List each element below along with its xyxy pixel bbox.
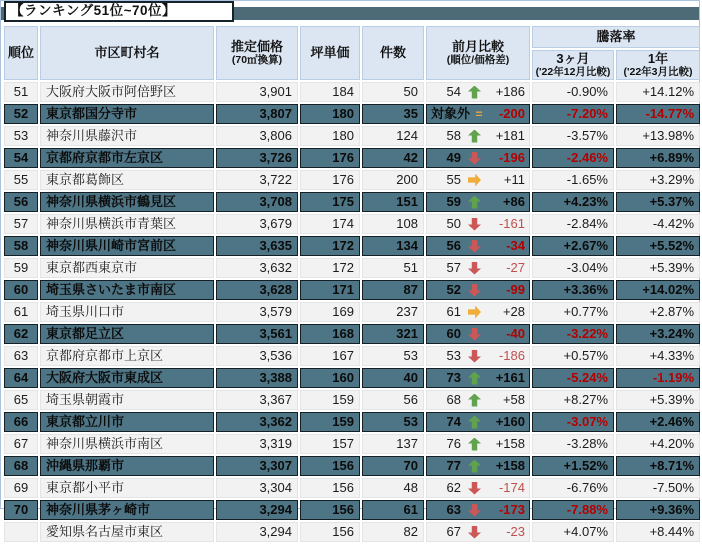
- trend-arrow-down-icon: [468, 262, 481, 275]
- mom-content: [431, 391, 525, 409]
- price-diff: -186: [498, 348, 525, 363]
- table-row: [4, 236, 700, 256]
- table-row: [4, 192, 700, 212]
- rank-cell: 61: [4, 302, 38, 322]
- rank-cell: 67: [4, 434, 38, 454]
- mom-cell: [426, 192, 530, 212]
- city-cell: 埼玉県さいたま市南区: [40, 280, 214, 300]
- header-1year-line1: 1年: [647, 50, 669, 66]
- y1-cell: +14.02%: [616, 280, 700, 300]
- mom-cell: [426, 500, 530, 520]
- mom-cell: [426, 280, 530, 300]
- y1-cell: +5.37%: [616, 192, 700, 212]
- y1-cell: +6.89%: [616, 148, 700, 168]
- city-cell: 大阪府大阪市東成区: [40, 368, 214, 388]
- header-updown-group: 騰落率: [532, 26, 700, 48]
- mom-content: [431, 193, 525, 211]
- mom-content: [431, 347, 525, 365]
- tsubo-cell: 172: [300, 258, 360, 278]
- price-diff: +158: [495, 436, 525, 451]
- header-price-line1: 推定価格: [230, 38, 283, 54]
- rank-cell: 56: [4, 192, 38, 212]
- prev-rank: 68: [446, 392, 461, 407]
- m3-cell: +0.57%: [532, 346, 614, 366]
- rank-cell: 69: [4, 478, 38, 498]
- count-cell: 321: [362, 324, 424, 344]
- trend-arrow-up-icon: [468, 130, 481, 143]
- ranking-table-body: [4, 82, 700, 542]
- table-row: [4, 302, 700, 322]
- trend-arrow-up-icon: [468, 372, 481, 385]
- table-row: [4, 214, 700, 234]
- title-bar: [1, 1, 699, 24]
- mom-cell: [426, 258, 530, 278]
- y1-cell: +5.39%: [616, 258, 700, 278]
- y1-cell: +5.52%: [616, 236, 700, 256]
- city-cell: 京都府京都市左京区: [40, 148, 214, 168]
- table-header: [4, 26, 700, 80]
- prev-rank: 58: [446, 128, 461, 143]
- mom-cell: [426, 82, 530, 102]
- y1-cell: +2.46%: [616, 412, 700, 432]
- rank-cell: 54: [4, 148, 38, 168]
- count-cell: 35: [362, 104, 424, 124]
- y1-cell: -14.77%: [616, 104, 700, 124]
- header-1year-line2: ('22年3月比較): [623, 66, 693, 79]
- rank-cell: 52: [4, 104, 38, 124]
- prev-rank: 対象外: [431, 106, 471, 121]
- trend-arrow-down-icon: [468, 504, 481, 517]
- prev-rank: 53: [446, 348, 461, 363]
- city-cell: 東京都国分寺市: [40, 104, 214, 124]
- mom-content: [431, 171, 525, 189]
- m3-cell: -7.20%: [532, 104, 614, 124]
- prev-rank: 62: [446, 480, 461, 495]
- price-cell: 3,304: [216, 478, 298, 498]
- m3-cell: -3.57%: [532, 126, 614, 146]
- tsubo-cell: 156: [300, 456, 360, 476]
- count-cell: 137: [362, 434, 424, 454]
- city-cell: 東京都足立区: [40, 324, 214, 344]
- y1-cell: +4.20%: [616, 434, 700, 454]
- y1-cell: +3.24%: [616, 324, 700, 344]
- trend-arrow-up-icon: [468, 416, 481, 429]
- trend-arrow-down-icon: [468, 526, 481, 539]
- mom-content: [431, 457, 525, 475]
- m3-cell: +4.23%: [532, 192, 614, 212]
- tsubo-cell: 171: [300, 280, 360, 300]
- rank-cell: 55: [4, 170, 38, 190]
- m3-cell: -6.76%: [532, 478, 614, 498]
- rank-cell: 51: [4, 82, 38, 102]
- tsubo-cell: 156: [300, 478, 360, 498]
- price-cell: 3,294: [216, 500, 298, 520]
- count-cell: 124: [362, 126, 424, 146]
- header-count: 件数: [362, 26, 424, 80]
- price-diff: +158: [495, 458, 525, 473]
- mom-cell: [426, 522, 530, 542]
- price-diff: -173: [498, 502, 525, 517]
- rank-cell: 65: [4, 390, 38, 410]
- table-row: [4, 500, 700, 520]
- header-3month: [532, 50, 614, 80]
- price-cell: 3,307: [216, 456, 298, 476]
- mom-content: [431, 259, 525, 277]
- count-cell: 42: [362, 148, 424, 168]
- city-cell: 東京都葛飾区: [40, 170, 214, 190]
- table-row: [4, 82, 700, 102]
- mom-content: [431, 325, 525, 343]
- rank-cell: 66: [4, 412, 38, 432]
- mom-content: [431, 127, 525, 145]
- table-row: [4, 434, 700, 454]
- price-diff: +181: [495, 128, 525, 143]
- city-cell: 神奈川県茅ヶ崎市: [40, 500, 214, 520]
- city-cell: 神奈川県横浜市青葉区: [40, 214, 214, 234]
- price-diff: +28: [502, 304, 525, 319]
- price-cell: 3,319: [216, 434, 298, 454]
- tsubo-cell: 167: [300, 346, 360, 366]
- header-price: [216, 26, 298, 80]
- mom-cell: [426, 324, 530, 344]
- tsubo-cell: 159: [300, 412, 360, 432]
- header-city: 市区町村名: [40, 26, 214, 80]
- mom-cell: [426, 170, 530, 190]
- rank-cell: 63: [4, 346, 38, 366]
- header-3month-line1: 3ヶ月: [556, 50, 590, 66]
- mom-cell: [426, 104, 530, 124]
- ranking-table: [2, 24, 702, 544]
- y1-cell: -1.19%: [616, 368, 700, 388]
- table-row: [4, 280, 700, 300]
- count-cell: 56: [362, 390, 424, 410]
- price-diff: +86: [502, 194, 525, 209]
- y1-cell: +14.12%: [616, 82, 700, 102]
- y1-cell: +9.36%: [616, 500, 700, 520]
- y1-cell: +8.44%: [616, 522, 700, 542]
- price-diff: -174: [498, 480, 525, 495]
- price-diff: -40: [506, 326, 525, 341]
- page-title: 【ランキング51位~70位】: [4, 1, 234, 22]
- trend-arrow-down-icon: [468, 218, 481, 231]
- price-cell: 3,579: [216, 302, 298, 322]
- city-cell: 埼玉県朝霞市: [40, 390, 214, 410]
- tsubo-cell: 174: [300, 214, 360, 234]
- count-cell: 134: [362, 236, 424, 256]
- m3-cell: -7.88%: [532, 500, 614, 520]
- prev-rank: 60: [446, 326, 461, 341]
- mom-cell: [426, 236, 530, 256]
- tsubo-cell: 176: [300, 170, 360, 190]
- city-cell: 愛知県名古屋市東区: [40, 522, 214, 542]
- price-cell: 3,367: [216, 390, 298, 410]
- prev-rank: 57: [446, 260, 461, 275]
- trend-arrow-up-icon: [468, 460, 481, 473]
- rank-cell: 57: [4, 214, 38, 234]
- tsubo-cell: 156: [300, 500, 360, 520]
- tsubo-cell: 159: [300, 390, 360, 410]
- price-cell: 3,679: [216, 214, 298, 234]
- mom-cell: [426, 478, 530, 498]
- table-row: [4, 170, 700, 190]
- mom-content: [431, 149, 525, 167]
- mom-cell: [426, 412, 530, 432]
- m3-cell: -3.22%: [532, 324, 614, 344]
- city-cell: 沖縄県那覇市: [40, 456, 214, 476]
- m3-cell: -3.28%: [532, 434, 614, 454]
- m3-cell: -3.04%: [532, 258, 614, 278]
- city-cell: 東京都小平市: [40, 478, 214, 498]
- mom-content: [431, 523, 525, 541]
- m3-cell: +2.67%: [532, 236, 614, 256]
- m3-cell: -5.24%: [532, 368, 614, 388]
- m3-cell: +1.52%: [532, 456, 614, 476]
- y1-cell: +8.71%: [616, 456, 700, 476]
- rank-cell: 58: [4, 236, 38, 256]
- tsubo-cell: 168: [300, 324, 360, 344]
- mom-cell: [426, 302, 530, 322]
- tsubo-cell: 180: [300, 104, 360, 124]
- table-row: [4, 456, 700, 476]
- price-diff: -196: [498, 150, 525, 165]
- trend-arrow-right-icon: [468, 306, 481, 319]
- header-mom-line1: 前月比較: [451, 38, 504, 54]
- table-row: [4, 126, 700, 146]
- header-mom: [426, 26, 530, 80]
- count-cell: 151: [362, 192, 424, 212]
- table-row: [4, 258, 700, 278]
- price-cell: 3,628: [216, 280, 298, 300]
- trend-arrow-down-icon: [468, 328, 481, 341]
- price-diff: +58: [502, 392, 525, 407]
- mom-cell: [426, 148, 530, 168]
- table-row: [4, 390, 700, 410]
- m3-cell: -2.46%: [532, 148, 614, 168]
- trend-arrow-right-icon: [468, 174, 481, 187]
- prev-rank: 67: [446, 524, 461, 539]
- table-row: [4, 412, 700, 432]
- y1-cell: -7.50%: [616, 478, 700, 498]
- y1-cell: +3.29%: [616, 170, 700, 190]
- m3-cell: +0.77%: [532, 302, 614, 322]
- rank-cell: 70: [4, 500, 38, 520]
- table-row: [4, 104, 700, 124]
- mom-content: [431, 215, 525, 233]
- price-cell: 3,635: [216, 236, 298, 256]
- mom-content: [431, 303, 525, 321]
- y1-cell: +13.98%: [616, 126, 700, 146]
- count-cell: 53: [362, 412, 424, 432]
- mom-cell: [426, 346, 530, 366]
- tsubo-cell: 157: [300, 434, 360, 454]
- prev-rank: 59: [446, 194, 461, 209]
- header-3month-line2: ('22年12月比較): [535, 66, 611, 79]
- mom-content: [431, 237, 525, 255]
- rank-cell: 59: [4, 258, 38, 278]
- count-cell: 53: [362, 346, 424, 366]
- header-price-line2: (70㎡換算): [231, 54, 283, 67]
- table-row: [4, 148, 700, 168]
- price-diff: -34: [506, 238, 525, 253]
- tsubo-cell: 156: [300, 522, 360, 542]
- table-row: [4, 324, 700, 344]
- count-cell: 70: [362, 456, 424, 476]
- prev-rank: 61: [446, 304, 461, 319]
- count-cell: 237: [362, 302, 424, 322]
- price-diff: +161: [495, 370, 525, 385]
- trend-arrow-down-icon: [468, 482, 481, 495]
- trend-arrow-down-icon: [468, 284, 481, 297]
- trend-arrow-eq-icon: =: [475, 106, 483, 121]
- rank-cell: 68: [4, 456, 38, 476]
- trend-arrow-up-icon: [468, 86, 481, 99]
- price-diff: -99: [506, 282, 525, 297]
- trend-arrow-up-icon: [468, 438, 481, 451]
- rank-cell: 53: [4, 126, 38, 146]
- city-cell: 埼玉県川口市: [40, 302, 214, 322]
- city-cell: 神奈川県横浜市鶴見区: [40, 192, 214, 212]
- mom-content: [431, 83, 525, 101]
- m3-cell: -0.90%: [532, 82, 614, 102]
- rank-cell: 60: [4, 280, 38, 300]
- count-cell: 48: [362, 478, 424, 498]
- price-diff: +186: [495, 84, 525, 99]
- header-rank: 順位: [4, 26, 38, 80]
- mom-content: [431, 501, 525, 519]
- y1-cell: +2.87%: [616, 302, 700, 322]
- y1-cell: -4.42%: [616, 214, 700, 234]
- mom-cell: [426, 126, 530, 146]
- trend-arrow-down-icon: [468, 240, 481, 253]
- prev-rank: 74: [446, 414, 461, 429]
- prev-rank: 76: [446, 436, 461, 451]
- m3-cell: +3.36%: [532, 280, 614, 300]
- y1-cell: +4.33%: [616, 346, 700, 366]
- price-diff: -161: [498, 216, 525, 231]
- mom-content: [431, 435, 525, 453]
- tsubo-cell: 184: [300, 82, 360, 102]
- m3-cell: +4.07%: [532, 522, 614, 542]
- table-row: [4, 478, 700, 498]
- tsubo-cell: 169: [300, 302, 360, 322]
- tsubo-cell: 172: [300, 236, 360, 256]
- price-cell: 3,708: [216, 192, 298, 212]
- prev-rank: 55: [446, 172, 461, 187]
- mom-content: [431, 281, 525, 299]
- rank-cell: 62: [4, 324, 38, 344]
- price-diff: +160: [495, 414, 525, 429]
- tsubo-cell: 160: [300, 368, 360, 388]
- count-cell: 50: [362, 82, 424, 102]
- price-diff: -200: [498, 106, 525, 121]
- mom-cell: [426, 390, 530, 410]
- count-cell: 200: [362, 170, 424, 190]
- city-cell: 京都府京都市上京区: [40, 346, 214, 366]
- rank-cell: 64: [4, 368, 38, 388]
- count-cell: 87: [362, 280, 424, 300]
- prev-rank: 54: [446, 84, 461, 99]
- m3-cell: -2.84%: [532, 214, 614, 234]
- header-tsubo: 坪単価: [300, 26, 360, 80]
- header-mom-line2: (順位/価格差): [446, 54, 510, 67]
- table-row: [4, 346, 700, 366]
- m3-cell: -1.65%: [532, 170, 614, 190]
- table-row: [4, 368, 700, 388]
- price-cell: 3,806: [216, 126, 298, 146]
- y1-cell: +5.39%: [616, 390, 700, 410]
- mom-content: [431, 105, 525, 123]
- city-cell: 神奈川県横浜市南区: [40, 434, 214, 454]
- prev-rank: 49: [446, 150, 461, 165]
- price-cell: 3,536: [216, 346, 298, 366]
- prev-rank: 77: [446, 458, 461, 473]
- mom-content: [431, 369, 525, 387]
- m3-cell: -3.07%: [532, 412, 614, 432]
- price-cell: 3,632: [216, 258, 298, 278]
- price-cell: 3,726: [216, 148, 298, 168]
- tsubo-cell: 176: [300, 148, 360, 168]
- count-cell: 108: [362, 214, 424, 234]
- prev-rank: 50: [446, 216, 461, 231]
- prev-rank: 63: [446, 502, 461, 517]
- price-diff: -23: [506, 524, 525, 539]
- city-cell: 東京都西東京市: [40, 258, 214, 278]
- count-cell: 61: [362, 500, 424, 520]
- city-cell: 神奈川県藤沢市: [40, 126, 214, 146]
- prev-rank: 52: [446, 282, 461, 297]
- trend-arrow-up-icon: [468, 394, 481, 407]
- city-cell: 東京都立川市: [40, 412, 214, 432]
- price-cell: 3,901: [216, 82, 298, 102]
- mom-cell: [426, 214, 530, 234]
- mom-content: [431, 479, 525, 497]
- mom-cell: [426, 368, 530, 388]
- price-cell: 3,294: [216, 522, 298, 542]
- price-cell: 3,388: [216, 368, 298, 388]
- price-diff: +11: [503, 172, 525, 187]
- count-cell: 40: [362, 368, 424, 388]
- price-cell: 3,561: [216, 324, 298, 344]
- rank-cell: [4, 522, 38, 542]
- header-1year: [616, 50, 700, 80]
- trend-arrow-down-icon: [468, 152, 481, 165]
- count-cell: 82: [362, 522, 424, 542]
- price-cell: 3,722: [216, 170, 298, 190]
- prev-rank: 73: [446, 370, 461, 385]
- mom-content: [431, 413, 525, 431]
- price-cell: 3,807: [216, 104, 298, 124]
- tsubo-cell: 175: [300, 192, 360, 212]
- city-cell: 神奈川県川崎市宮前区: [40, 236, 214, 256]
- table-row: [4, 522, 700, 542]
- trend-arrow-down-icon: [468, 350, 481, 363]
- price-diff: -27: [506, 260, 525, 275]
- m3-cell: +8.27%: [532, 390, 614, 410]
- mom-cell: [426, 434, 530, 454]
- mom-cell: [426, 456, 530, 476]
- count-cell: 51: [362, 258, 424, 278]
- city-cell: 大阪府大阪市阿倍野区: [40, 82, 214, 102]
- price-cell: 3,362: [216, 412, 298, 432]
- prev-rank: 56: [446, 238, 461, 253]
- trend-arrow-up-icon: [468, 196, 481, 209]
- tsubo-cell: 180: [300, 126, 360, 146]
